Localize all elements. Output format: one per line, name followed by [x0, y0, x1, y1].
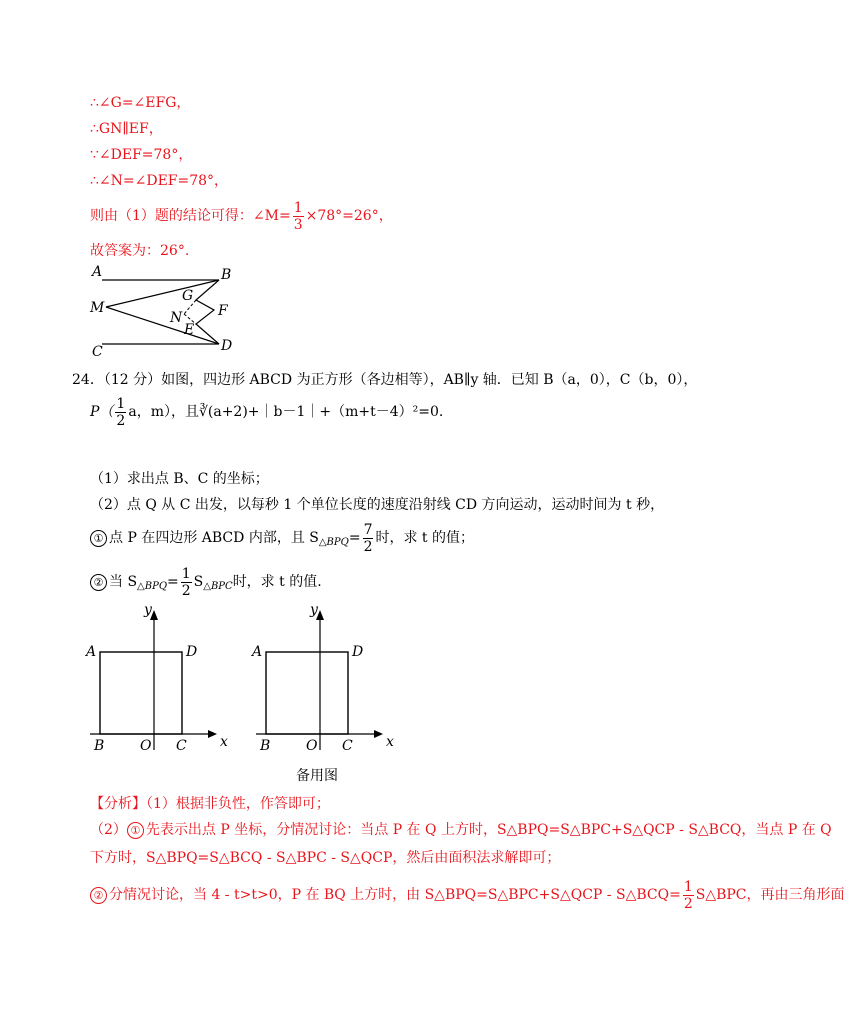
label-c: C: [176, 738, 187, 754]
label-d: D: [186, 644, 198, 660]
label-a: A: [92, 264, 103, 280]
sub-2-mid: S: [193, 574, 204, 590]
label-x: x: [220, 734, 228, 750]
fraction-numerator: 1: [683, 878, 693, 895]
sub-1-post: 时，求 t 的值；: [375, 530, 475, 546]
label-y: y: [144, 602, 152, 618]
sub-1-subscript: △BPQ: [318, 537, 349, 548]
label-a: A: [86, 644, 97, 660]
question-24-part-2: （2）点 Q 从 C 出发，以每秒 1 个单位长度的速度沿射线 CD 方向运动，运动时间为 t 秒，: [90, 497, 665, 513]
condition-pre: P（: [90, 404, 114, 420]
fraction-denominator: 2: [116, 412, 126, 429]
fraction-numerator: 1: [116, 395, 126, 412]
analysis-line-1: 【分析】（1）根据非负性，作答即可；: [90, 796, 330, 812]
analysis-line-4: [90, 877, 845, 913]
solution-line-5-pre: 则由（1）题的结论可得：∠M=: [90, 208, 291, 224]
fraction-denominator: 3: [293, 216, 303, 233]
fraction-half: [115, 396, 126, 429]
label-c: C: [92, 344, 103, 360]
label-x: x: [386, 734, 394, 750]
question-24-condition: [90, 394, 443, 430]
sub-2-eq: =: [167, 574, 179, 590]
condition-post: a，m），且∛(a+2)+｜b－1｜+（m+t－4）²=0.: [128, 404, 444, 420]
fraction-seven-halves: [363, 522, 374, 555]
analysis-line-2-pre: （2）: [90, 822, 127, 838]
solution-line-5: [90, 198, 393, 234]
label-g: G: [182, 288, 194, 304]
circled-one-icon: ①: [90, 530, 107, 547]
fraction-numerator: 1: [293, 199, 303, 216]
label-d: D: [352, 644, 364, 660]
fraction-one-third: [293, 200, 304, 233]
sub-2-post: 时，求 t 的值.: [232, 574, 322, 590]
question-24-part-1: （1）求出点 B、C 的坐标；: [90, 471, 269, 487]
label-c: C: [342, 738, 353, 754]
label-d: D: [221, 338, 233, 354]
label-f: F: [218, 303, 228, 319]
label-m: M: [90, 300, 105, 316]
figure-caption: 备用图: [296, 768, 338, 784]
solution-answer: 故答案为：26°.: [90, 243, 190, 259]
analysis-line-4-pre: 分情况讨论，当 4 - t>t>0，P 在 BQ 上方时，由 S△BPQ=S△BPC+S△QCP - S△BCQ=: [109, 887, 681, 903]
solution-line-4: ∴∠N=∠DEF=78°，: [90, 173, 229, 189]
x-axis-arrow-icon: [374, 730, 383, 738]
solution-line-2: ∴GN∥EF，: [90, 121, 163, 137]
label-a: A: [252, 644, 263, 660]
square-abcd: [266, 652, 348, 734]
line-bgfed: [196, 280, 219, 344]
sub-1-eq: =: [348, 530, 361, 546]
fraction-numerator: 1: [181, 565, 191, 582]
figure-square-main: [84, 600, 234, 752]
x-axis-arrow-icon: [208, 730, 217, 738]
figure-angle-diagram: [86, 262, 246, 358]
fraction-numerator: 7: [363, 521, 373, 538]
figure-square-spare: [250, 600, 400, 752]
analysis-line-4-post: S△BPC，再由三角形面: [695, 887, 845, 903]
circled-two-icon: ②: [90, 887, 107, 904]
label-o: O: [140, 738, 152, 754]
solution-line-1: ∴∠G=∠EFG，: [90, 95, 191, 111]
line-md: [106, 307, 219, 344]
question-24-sub-2: [90, 564, 322, 605]
fraction-denominator: 2: [181, 582, 191, 599]
label-e: E: [184, 322, 195, 338]
circled-two-icon: ②: [90, 574, 107, 591]
solution-line-5-post: ×78°=26°，: [305, 208, 393, 224]
label-n: N: [170, 310, 183, 326]
circled-one-icon: ①: [127, 822, 144, 839]
analysis-line-2: [90, 820, 832, 840]
label-b: B: [260, 738, 271, 754]
analysis-line-2-text: 先表示出点 P 坐标，分情况讨论：当点 P 在 Q 上方时，S△BPQ=S△BPC+S△QCP - S△BCQ，当点 P 在 Q: [145, 822, 832, 838]
sub-1-pre: 点 P 在四边形 ABCD 内部，且 S: [109, 530, 319, 546]
label-b: B: [94, 738, 105, 754]
sub-2-subscript-2: △BPC: [203, 581, 233, 592]
sub-2-pre: 当 S: [109, 574, 138, 590]
fraction-denominator: 2: [363, 538, 373, 555]
fraction-one-half: [181, 566, 192, 599]
sub-2-subscript: △BPQ: [137, 581, 168, 592]
square-abcd: [100, 652, 182, 734]
fraction-one-half-analysis: [683, 879, 694, 912]
question-24-sub-1: [90, 520, 474, 561]
label-b: B: [221, 267, 232, 283]
question-24-header: 24．（12 分）如图，四边形 ABCD 为正方形（各边相等），AB∥y 轴．已知 B（a，0），C（b，0），: [72, 372, 698, 388]
solution-line-3: ∵∠DEF=78°，: [90, 147, 193, 163]
label-o: O: [306, 738, 318, 754]
label-y: y: [310, 602, 318, 618]
fraction-denominator: 2: [683, 895, 693, 912]
analysis-line-3: 下方时，S△BPQ=S△BCQ - S△BPC - S△QCP，然后由面积法求解即可；: [90, 850, 561, 866]
